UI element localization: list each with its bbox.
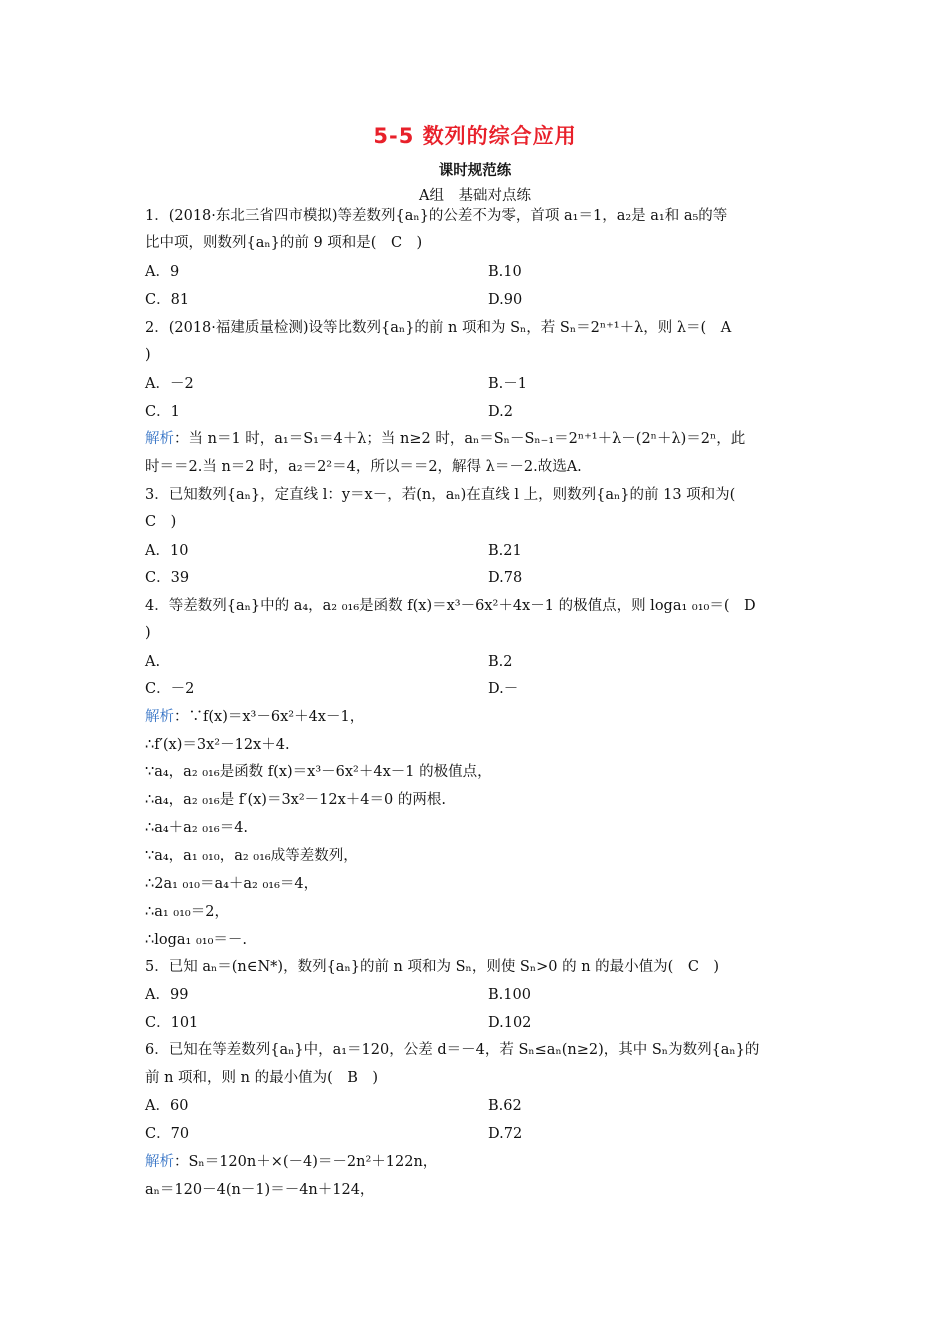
solution-label: 解析 bbox=[145, 1154, 174, 1170]
q2-option-b: B.－1 bbox=[488, 376, 527, 392]
q4-solution-line-5: ∴a₄＋a₂ ₀₁₆＝4. bbox=[145, 820, 249, 836]
q6-option-d: D.72 bbox=[488, 1126, 523, 1142]
question-4-line-2: ) bbox=[145, 625, 151, 641]
q6-solution-line-2: aₙ＝120－4(n－1)＝－4n＋124， bbox=[145, 1182, 375, 1198]
q4-option-c: C．－2 bbox=[145, 681, 195, 697]
q4-option-d: D.－ bbox=[488, 681, 519, 697]
q2-option-c: C．1 bbox=[145, 404, 180, 420]
q1-option-a: A．9 bbox=[145, 264, 180, 280]
q6-option-c: C．70 bbox=[145, 1126, 190, 1142]
q6-solution-text-1: ：Sₙ＝120n＋×(－4)＝－2n²＋122n， bbox=[174, 1154, 438, 1170]
question-6-line-2: 前 n 项和，则 n 的最小值为( B ) bbox=[145, 1070, 379, 1086]
q4-solution-line-3: ∵a₄，a₂ ₀₁₆是函数 f(x)＝x³－6x²＋4x－1 的极值点， bbox=[145, 764, 492, 780]
q3-option-a: A．10 bbox=[145, 543, 189, 559]
q4-solution-line-8: ∴a₁ ₀₁₀＝2， bbox=[145, 904, 229, 920]
q2-solution-text-1: ：当 n＝1 时，a₁＝S₁＝4＋λ；当 n≥2 时，aₙ＝Sₙ－Sₙ₋₁＝2ⁿ⁺¹＋λ－(2ⁿ＋λ)＝2ⁿ，此 bbox=[174, 431, 746, 447]
q4-solution-line-6: ∵a₄，a₁ ₀₁₀，a₂ ₀₁₆成等差数列， bbox=[145, 848, 358, 864]
q5-option-b: B.100 bbox=[488, 987, 531, 1003]
question-1-line-2: 比中项，则数列{aₙ}的前 9 项和是( C ) bbox=[145, 235, 423, 251]
q4-solution-text-1: ：∵f(x)＝x³－6x²＋4x－1， bbox=[174, 709, 365, 725]
q1-option-d: D.90 bbox=[488, 292, 523, 308]
q5-option-a: A．99 bbox=[145, 987, 189, 1003]
q1-option-c: C．81 bbox=[145, 292, 190, 308]
question-3-line-1: 3．已知数列{aₙ}，定直线 l：y＝x－，若(n，aₙ)在直线 l 上，则数列{aₙ}的前 13 项和为( bbox=[145, 487, 736, 503]
q5-option-c: C．101 bbox=[145, 1015, 199, 1031]
q4-option-a: A. bbox=[145, 654, 161, 670]
question-2-line-1: 2．(2018·福建质量检测)设等比数列{aₙ}的前 n 项和为 Sₙ，若 Sₙ＝2ⁿ⁺¹＋λ，则 λ＝( A bbox=[145, 320, 732, 336]
q1-option-b: B.10 bbox=[488, 264, 522, 280]
q3-option-b: B.21 bbox=[488, 543, 522, 559]
q3-option-c: C．39 bbox=[145, 570, 190, 586]
page-title: 5-5 数列的综合应用 bbox=[373, 124, 577, 148]
solution-label: 解析 bbox=[145, 431, 174, 447]
question-6-line-1: 6．已知在等差数列{aₙ}中，a₁＝120，公差 d＝－4，若 Sₙ≤aₙ(n≥2)，其中 Sₙ为数列{aₙ}的 bbox=[145, 1042, 760, 1058]
q6-option-a: A．60 bbox=[145, 1098, 189, 1114]
q5-option-d: D.102 bbox=[488, 1015, 532, 1031]
group-heading: A组 基础对点练 bbox=[419, 188, 531, 204]
question-2-line-2: ) bbox=[145, 347, 151, 363]
q3-option-d: D.78 bbox=[488, 570, 523, 586]
q6-solution-line-1 bbox=[145, 1152, 810, 1172]
q4-solution-line-4: ∴a₄，a₂ ₀₁₆是 f′(x)＝3x²－12x＋4＝0 的两根. bbox=[145, 792, 446, 808]
section-subtitle: 课时规范练 bbox=[438, 163, 512, 179]
q6-option-b: B.62 bbox=[488, 1098, 522, 1114]
q4-option-b: B.2 bbox=[488, 654, 513, 670]
q2-solution-line-2: 时＝＝2.当 n＝2 时，a₂＝2²＝4，所以＝＝2，解得 λ＝－2.故选A. bbox=[145, 459, 582, 475]
q4-solution-line-7: ∴2a₁ ₀₁₀＝a₄＋a₂ ₀₁₆＝4， bbox=[145, 876, 319, 892]
q2-option-a: A．－2 bbox=[145, 376, 194, 392]
question-1-line-1: 1．(2018·东北三省四市模拟)等差数列{aₙ}的公差不为零，首项 a₁＝1，a₂是 a₁和 a₅的等 bbox=[145, 208, 728, 224]
question-4-line-1: 4．等差数列{aₙ}中的 a₄，a₂ ₀₁₆是函数 f(x)＝x³－6x²＋4x－1 的极值点，则 loga₁ ₀₁₀＝( D bbox=[145, 598, 756, 614]
q4-solution-line-9: ∴loga₁ ₀₁₀＝－. bbox=[145, 932, 247, 948]
q2-solution-line-1 bbox=[145, 429, 810, 449]
q2-option-d: D.2 bbox=[488, 404, 513, 420]
question-5-line-1: 5．已知 aₙ＝(n∈N*)，数列{aₙ}的前 n 项和为 Sₙ，则使 Sₙ>0 的 n 的最小值为( C ) bbox=[145, 959, 720, 975]
question-3-line-2: C ) bbox=[145, 514, 177, 530]
q4-solution-line-1 bbox=[145, 707, 810, 727]
q4-solution-line-2: ∴f′(x)＝3x²－12x＋4. bbox=[145, 737, 290, 753]
solution-label: 解析 bbox=[145, 709, 174, 725]
